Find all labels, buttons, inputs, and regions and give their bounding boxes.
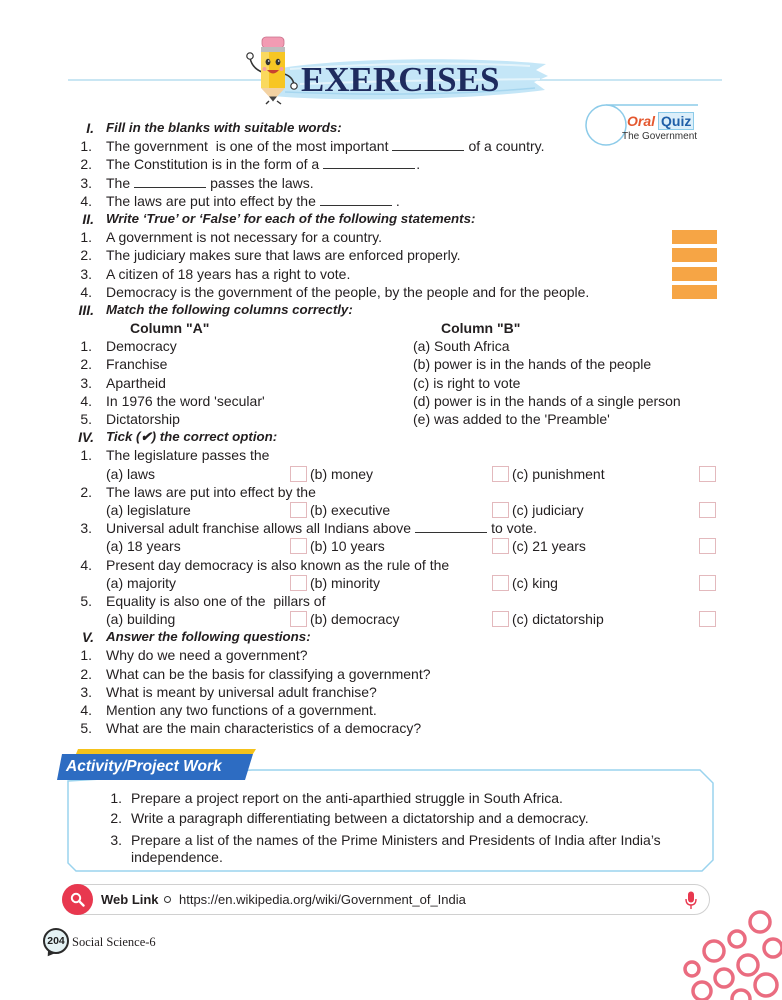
tick-box (699, 466, 716, 482)
answer-blank (323, 156, 415, 169)
answer-box (672, 285, 717, 299)
question-text: Equality is also one of the pillars of (106, 592, 326, 609)
match-row (0, 337, 782, 355)
item-number: 3. (80, 265, 92, 282)
question-item (0, 665, 782, 683)
text-after-blank: to vote. (491, 520, 537, 537)
search-icon[interactable] (62, 884, 93, 915)
section-numeral: V. (82, 629, 94, 646)
question-item (0, 683, 782, 701)
column-headers (0, 319, 782, 337)
web-link-url[interactable]: https://en.wikipedia.org/wiki/Government_of_India (179, 892, 466, 907)
tick-box (290, 611, 307, 627)
answer-box (672, 248, 717, 262)
option-c: (c) king (512, 574, 558, 591)
quiz-word: Quiz (658, 112, 694, 130)
question-text: Present day democracy is also known as the rule of the (106, 556, 450, 573)
tick-box (492, 466, 509, 482)
tick-box (290, 538, 307, 554)
answer-blank (134, 175, 206, 188)
item-number: 3. (80, 683, 92, 700)
question-text: The laws are put into effect by the (106, 483, 316, 500)
oral-quiz-topic: The Government (622, 131, 698, 142)
section-heading-text: Match the following columns correctly: (106, 301, 353, 317)
item-number: 3. (80, 520, 92, 537)
column-b-item: (d) power is in the hands of a single person (413, 392, 681, 409)
fill-blank-item (0, 155, 782, 173)
item-number: 2. (110, 810, 122, 826)
web-link-bar (62, 884, 710, 915)
option-c: (c) dictatorship (512, 611, 604, 628)
item-number: 3. (110, 832, 122, 848)
column-b-item: (e) was added to the 'Preamble' (413, 411, 610, 427)
tick-box (290, 502, 307, 518)
item-number: 1. (80, 647, 92, 664)
true-false-item (0, 283, 782, 301)
section-numeral: IV. (78, 429, 94, 446)
decorative-rings (685, 912, 782, 1000)
text-before-blank: The government is one of the most important (106, 138, 389, 155)
item-text (106, 155, 420, 173)
item-number: 5. (80, 720, 92, 737)
tick-box (492, 538, 509, 554)
column-b-item: (b) power is in the hands of the people (413, 356, 652, 373)
match-row (0, 392, 782, 410)
item-number: 3. (80, 374, 92, 391)
question-item (0, 719, 782, 737)
column-a-item: In 1976 the word 'secular' (106, 392, 265, 409)
option-c: (c) judiciary (512, 501, 584, 518)
item-number: 4. (80, 556, 92, 573)
column-a-item: Franchise (106, 356, 168, 373)
item-number: 3. (80, 174, 92, 191)
item-number: 2. (80, 156, 92, 173)
activity-badge-stripe (76, 749, 256, 754)
tick-box (699, 611, 716, 627)
book-title: Social Science-6 (72, 935, 156, 949)
option-c: (c) punishment (512, 465, 605, 482)
option-a: (a) 18 years (106, 538, 181, 555)
oral-word: Oral (627, 113, 656, 129)
mcq-question (0, 483, 782, 501)
section-heading-text: Tick (✔) the correct option: (106, 429, 278, 445)
column-b-item: (a) South Africa (413, 338, 510, 355)
section-numeral: I. (86, 120, 94, 136)
mcq-options (0, 501, 782, 519)
item-number: 1. (80, 338, 92, 355)
ring (738, 955, 758, 975)
item-number: 1. (80, 229, 92, 246)
text-before-blank: The (106, 174, 131, 191)
tick-box (290, 575, 307, 591)
ring (729, 931, 745, 947)
tick-box (699, 538, 716, 554)
column-a-item: Dictatorship (106, 411, 180, 427)
true-false-item (0, 228, 782, 246)
column-a-item: Apartheid (106, 374, 166, 391)
item-text: Prepare a list of the names of the Prime Ministers and Presidents of India after India’s independence. (131, 832, 661, 865)
item-number: 4. (80, 283, 92, 300)
column-a-header: Column "A" (130, 320, 210, 337)
question-text (106, 519, 537, 537)
exercise-content (0, 119, 782, 737)
question-item (0, 646, 782, 664)
item-number: 1. (80, 447, 92, 464)
item-text: The judiciary makes sure that laws are enforced properly. (106, 247, 461, 264)
item-text: Prepare a project report on the anti-aparthied struggle in South Africa. (131, 790, 563, 806)
section-numeral: II. (82, 210, 94, 227)
item-number: 4. (80, 392, 92, 409)
mcq-question (0, 556, 782, 574)
fill-blank-item (0, 174, 782, 192)
page-number: 204 (43, 928, 69, 954)
section-3-heading (0, 301, 782, 319)
tick-box (492, 611, 509, 627)
item-number: 1. (110, 790, 122, 806)
match-row (0, 374, 782, 392)
item-text: What can be the basis for classifying a government? (106, 665, 431, 682)
mcq-options (0, 537, 782, 555)
item-text: What are the main characteristics of a democracy? (106, 720, 422, 737)
item-number: 4. (80, 192, 92, 209)
mcq-question (0, 592, 782, 610)
fill-blank-item (0, 192, 782, 210)
ring (693, 982, 711, 1000)
section-5-heading (0, 628, 782, 646)
item-number: 2. (80, 483, 92, 500)
bullet-circle-icon (164, 896, 171, 903)
option-b: (b) democracy (310, 611, 400, 628)
section-1-heading (0, 119, 782, 137)
option-a: (a) building (106, 611, 176, 628)
tick-box (492, 575, 509, 591)
text-before-blank: The laws are put into effect by the (106, 192, 316, 209)
answer-blank (320, 193, 392, 206)
true-false-item (0, 246, 782, 264)
option-a: (a) laws (106, 465, 156, 482)
column-b-header: Column "B" (441, 320, 521, 337)
tick-box (699, 575, 716, 591)
option-a: (a) legislature (106, 501, 191, 518)
item-text: Mention any two functions of a government. (106, 702, 377, 718)
item-text (106, 174, 314, 192)
ring (685, 962, 699, 976)
exercises-title: EXERCISES (301, 60, 500, 99)
ring (704, 941, 724, 961)
ring (764, 939, 782, 957)
text-before-blank: The Constitution is in the form of a (106, 156, 320, 173)
ring (715, 969, 733, 987)
activity-title: Activity/Project Work (66, 758, 222, 775)
option-c: (c) 21 years (512, 538, 586, 555)
item-text: Why do we need a government? (106, 647, 308, 664)
option-b: (b) money (310, 465, 374, 482)
section-heading-text: Fill in the blanks with suitable words: (106, 120, 342, 135)
ring (755, 974, 777, 996)
answer-box (672, 230, 717, 244)
item-number: 2. (80, 247, 92, 264)
section-heading-text: Answer the following questions: (106, 629, 311, 645)
item-text: Write a paragraph differentiating between a dictatorship and a democracy. (131, 810, 589, 826)
question-item (0, 701, 782, 719)
item-number: 1. (80, 138, 92, 155)
column-b-item: (c) is right to vote (413, 374, 521, 391)
microphone-icon[interactable] (685, 891, 697, 915)
column-a-item: Democracy (106, 338, 177, 355)
mcq-question (0, 519, 782, 537)
web-link-label: Web Link (101, 892, 159, 907)
section-numeral: III. (78, 301, 94, 318)
option-b: (b) minority (310, 574, 381, 591)
item-text: A citizen of 18 years has a right to vote. (106, 265, 351, 282)
ring (750, 912, 770, 932)
mcq-options (0, 465, 782, 483)
text-before-blank: Universal adult franchise allows all Indians above (106, 520, 412, 537)
item-text: Democracy is the government of the people, by the people and for the people. (106, 283, 590, 300)
item-number: 5. (80, 411, 92, 427)
item-number: 5. (80, 592, 92, 609)
true-false-item (0, 265, 782, 283)
item-text: What is meant by universal adult franchise? (106, 683, 377, 700)
fill-blank-item (0, 137, 782, 155)
tick-box (492, 502, 509, 518)
item-text (106, 192, 400, 210)
mcq-options (0, 574, 782, 592)
answer-blank (392, 138, 464, 151)
text-after-blank: of a country. (468, 138, 545, 155)
text-after-blank: . (395, 192, 400, 209)
section-4-heading (0, 428, 782, 446)
answer-box (672, 267, 717, 281)
mcq-question (0, 446, 782, 464)
mcq-options (0, 610, 782, 628)
section-2-heading (0, 210, 782, 228)
item-number: 4. (80, 702, 92, 718)
text-after-blank: passes the laws. (210, 174, 314, 191)
match-row (0, 355, 782, 373)
ring (732, 990, 750, 1000)
option-b: (b) 10 years (310, 538, 385, 555)
item-number: 2. (80, 665, 92, 682)
question-text: The legislature passes the (106, 447, 270, 464)
answer-blank (415, 520, 487, 533)
option-a: (a) majority (106, 574, 177, 591)
item-text (106, 137, 545, 155)
match-row (0, 410, 782, 428)
option-b: (b) executive (310, 501, 391, 518)
section-heading-text: Write ‘True’ or ‘False’ for each of the following statements: (106, 210, 476, 226)
item-number: 2. (80, 356, 92, 373)
tick-box (290, 466, 307, 482)
text-after-blank: . (416, 156, 421, 173)
tick-box (699, 502, 716, 518)
item-text: A government is not necessary for a country. (106, 229, 382, 246)
